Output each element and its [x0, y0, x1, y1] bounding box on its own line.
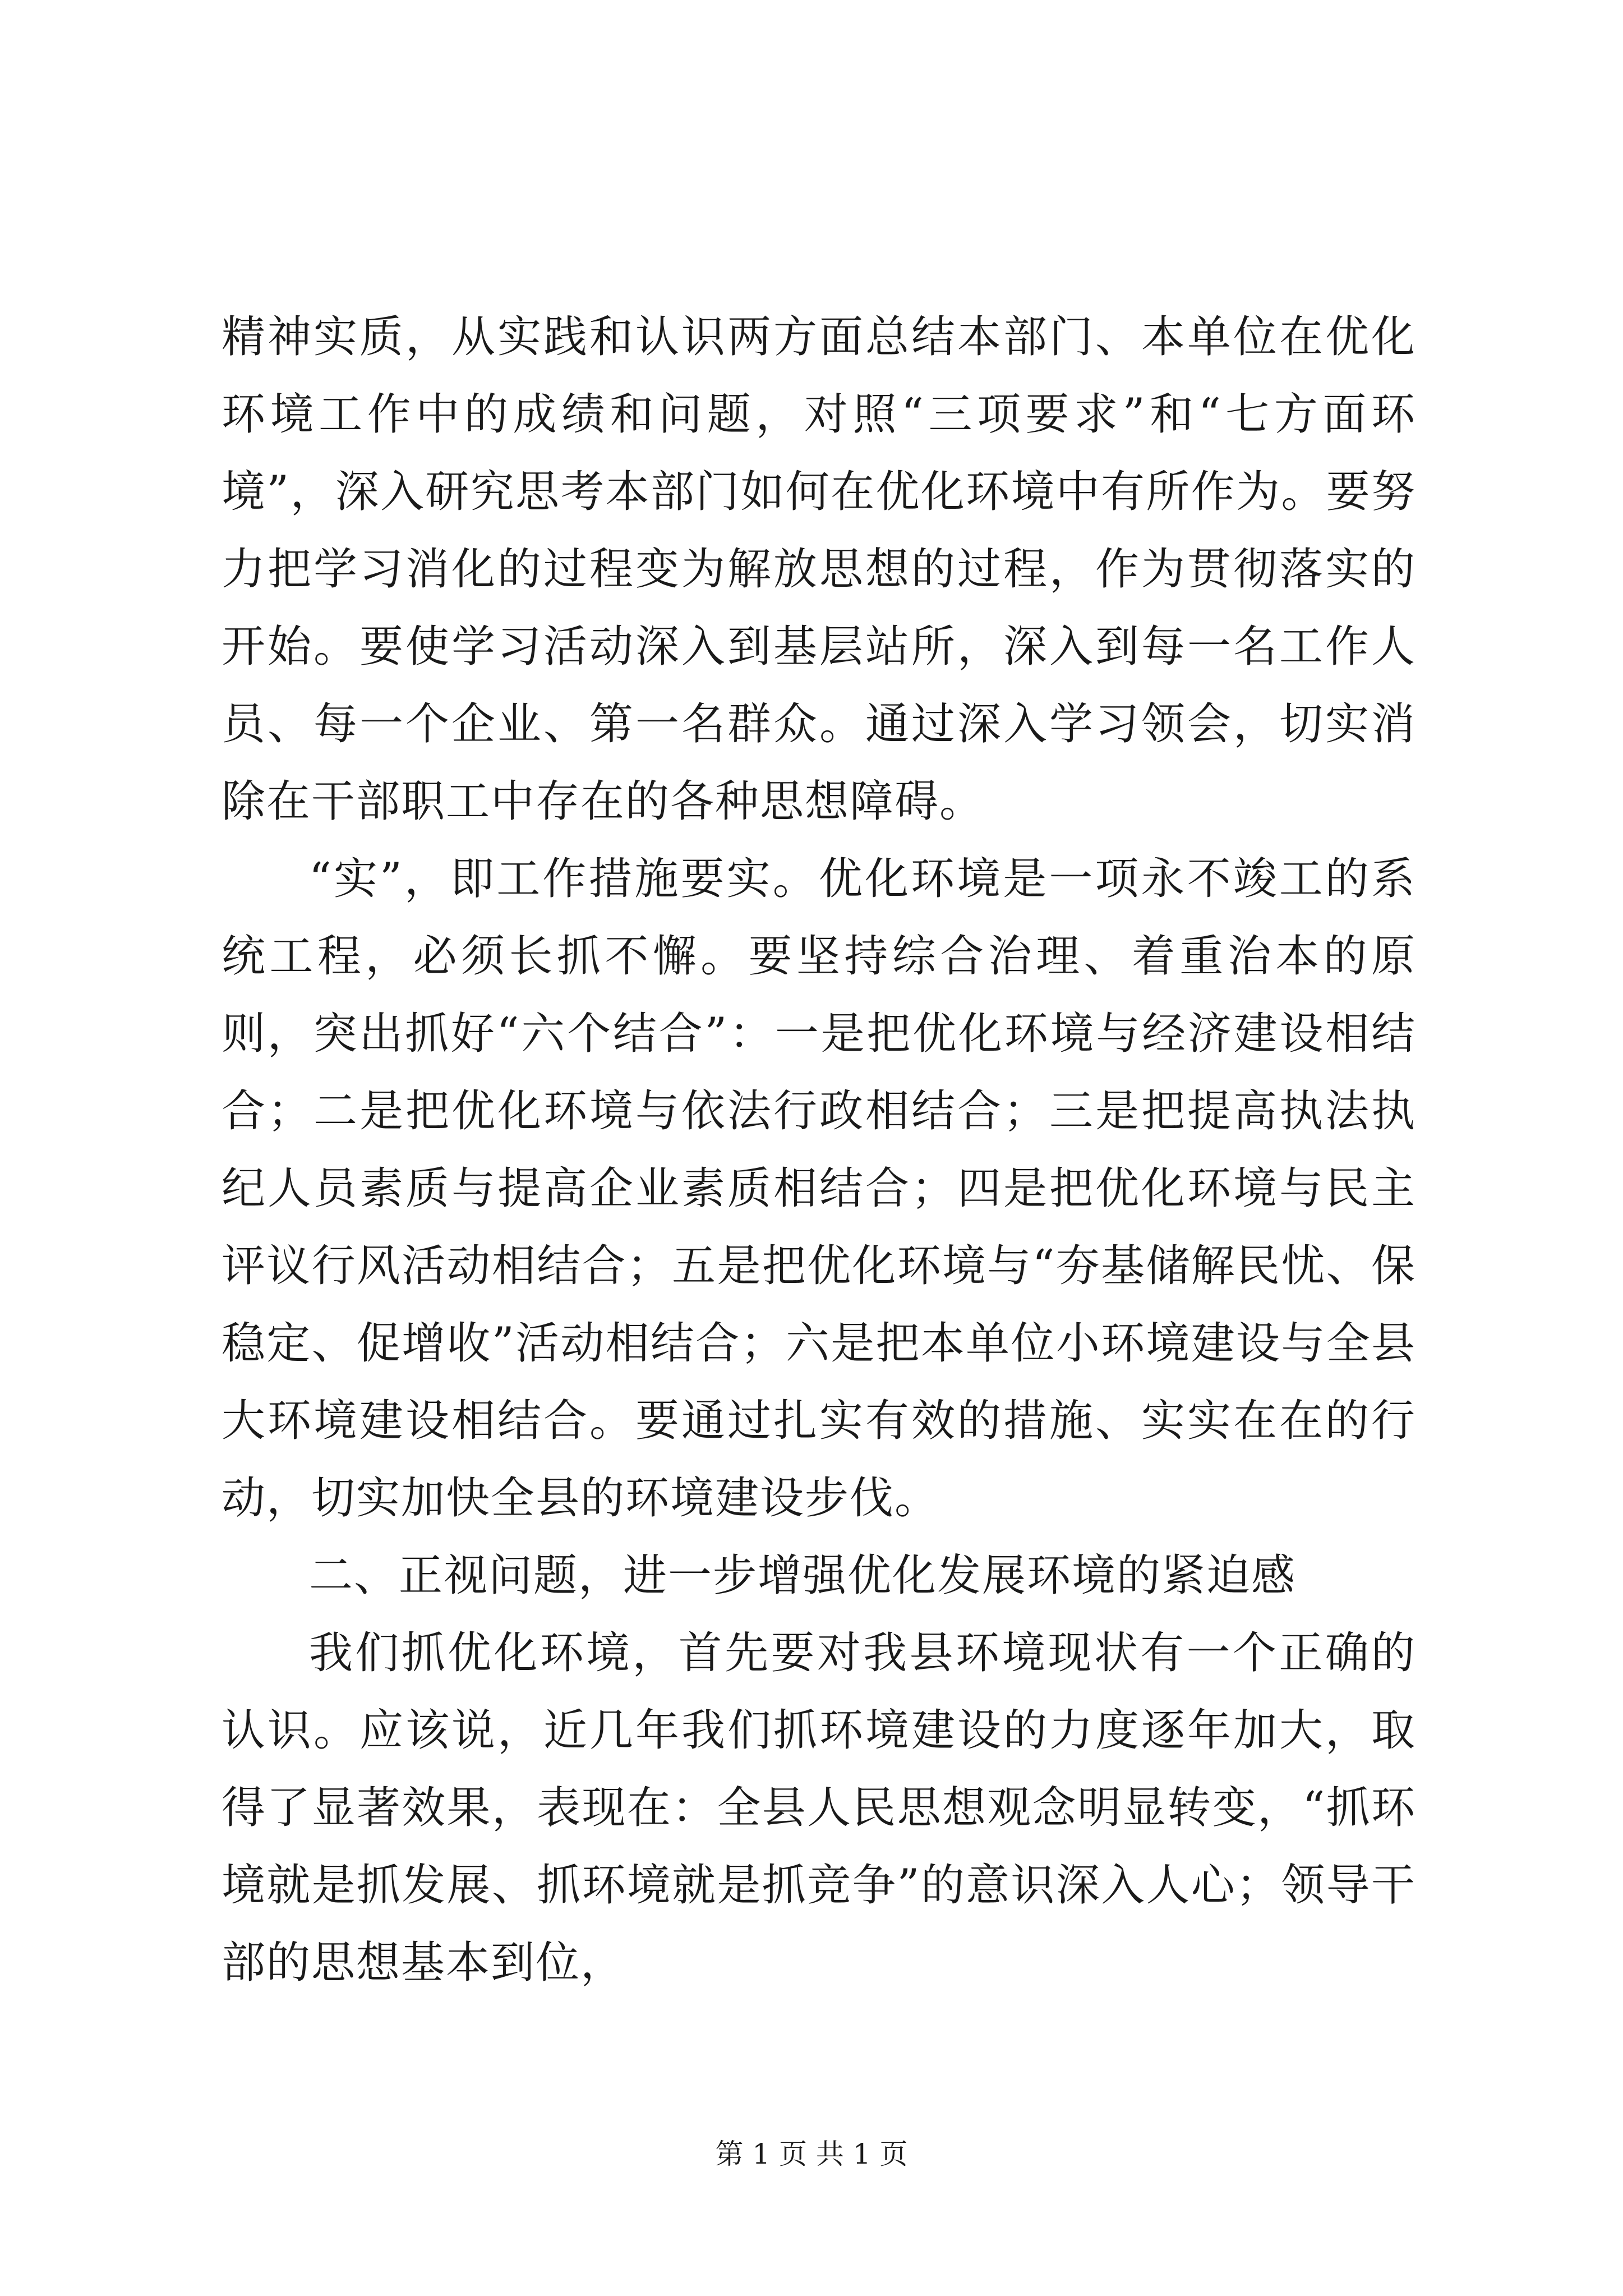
- document-body: [222, 298, 1416, 2001]
- paragraph-1: 精神实质，从实践和认识两方面总结本部门、本单位在优化环境工作中的成绩和问题，对照“三项要求”和“七方面环境”，深入研究思考本部门如何在优化环境中有所作为。要努力把学习消化的过程变为解放思想的过程，作为贯彻落实的开始。要使学习活动深入到基层站所，深入到每一名工作人员、每一个企业、第一名群众。通过深入学习领会，切实消除在干部职工中存在的各种思想障碍。: [222, 312, 1416, 827]
- page-footer: 第 1 页 共 1 页: [715, 2138, 908, 2170]
- section-heading: 二、正视问题，进一步增强优化发展环境的紧迫感: [309, 1550, 1297, 1601]
- paragraph-3: 我们抓优化环境，首先要对我县环境现状有一个正确的认识。应该说，近几年我们抓环境建设的力度逐年加大，取得了显著效果，表现在：全县人民思想观念明显转变，“抓环境就是抓发展、抓环境就是抓竞争”的意识深入人心；领导干部的思想基本到位，: [222, 1628, 1416, 1988]
- paragraph-2: “实”，即工作措施要实。优化环境是一项永不竣工的系统工程，必须长抓不懈。要坚持综合治理、着重治本的原则，突出抓好“六个结合”：一是把优化环境与经济建设相结合；二是把优化环境与依法行政相结合；三是把提高执法执纪人员素质与提高企业素质相结合；四是把优化环境与民主评议行风活动相结合；五是把优化环境与“夯基储解民忧、保稳定、促增收”活动相结合；六是把本单位小环境建设与全县大环境建设相结合。要通过扎实有效的措施、实实在在的行动，切实加快全县的环境建设步伐。: [222, 854, 1416, 1524]
